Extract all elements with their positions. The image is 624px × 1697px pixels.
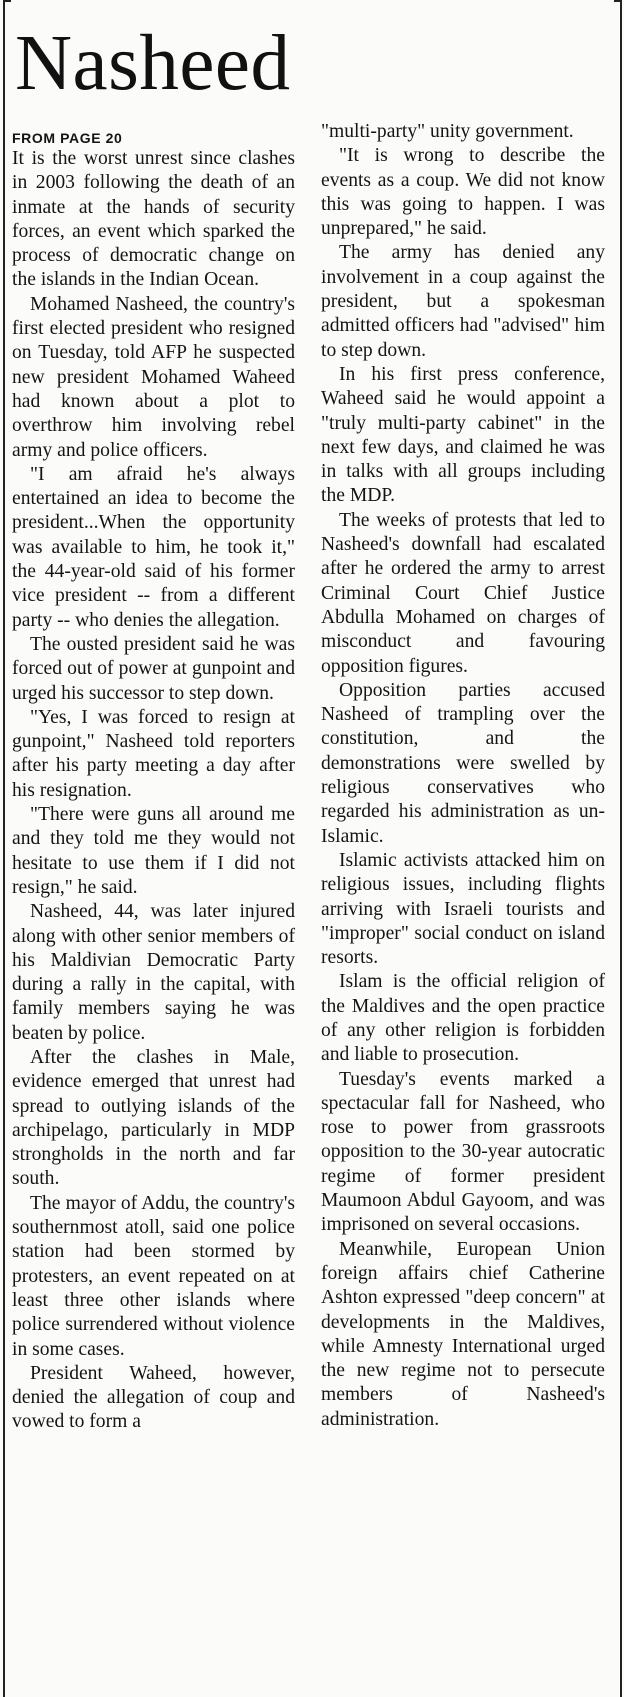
article-headline: Nasheed — [15, 20, 291, 107]
paragraph: Tuesday's events marked a spectacular fall for Nasheed, who rose to power from grassroots opposition to the 30-year autocratic regime of former president Maumoon Abdul Gayoom, and was imprisoned on several occasions. — [321, 1068, 605, 1236]
article-column-left — [12, 129, 295, 1435]
paragraph: "Yes, I was forced to resign at gunpoint," Nasheed told reporters after his party meeting a day after his resignation. — [12, 706, 295, 801]
rule-corner — [614, 0, 622, 2]
paragraph: Islam is the official religion of the Maldives and the open practice of any other religion is forbidden and liable to prosecution. — [321, 971, 605, 1066]
paragraph: "multi-party" unity government. — [321, 121, 574, 142]
paragraph: Meanwhile, European Union foreign affairs chief Catherine Ashton expressed "deep concern" at developments in the Maldives, while Amnesty International urged the new regime not to persecute members of Nasheed's administration. — [321, 1238, 605, 1430]
jump-kicker: FROM PAGE 20 — [12, 130, 123, 146]
paragraph: President Waheed, however, denied the allegation of coup and vowed to form a — [12, 1362, 295, 1433]
paragraph: After the clashes in Male, evidence emerged that unrest had spread to outlying islands of the archipelago, particularly in MDP strongholds in the north and far south. — [12, 1046, 295, 1190]
article-column-right — [321, 120, 605, 1432]
rule-corner — [3, 0, 11, 2]
column-rule-left — [3, 0, 5, 1697]
paragraph: "It is wrong to describe the events as a coup. We did not know this was going to happen. I was unprepared," he said. — [321, 145, 605, 240]
paragraph: "I am afraid he's always entertained an idea to become the president...When the opportunity was available to him, he took it," the 44-year-old said of his former vice president -- from a different party -- who denies the allegation. — [12, 463, 295, 631]
paragraph: In his first press conference, Waheed said he would appoint a "truly multi-party cabinet" in the next few days, and claimed he was in talks with all groups including the MDP. — [321, 363, 605, 507]
paragraph: The army has denied any involvement in a coup against the president, but a spokesman admitted officers had "advised" him to step down. — [321, 242, 605, 361]
paragraph: Nasheed, 44, was later injured along with other senior members of his Maldivian Democratic Party during a rally in the capital, with family members saying he was beaten by police. — [12, 901, 295, 1044]
paragraph: It is the worst unrest since clashes in 2003 following the death of an inmate at the hands of security forces, an event which sparked the process of democratic change on the islands in the Indian Ocean. — [12, 148, 295, 291]
paragraph: The mayor of Addu, the country's southernmost atoll, said one police station had been stormed by protesters, an event repeated on at least three other islands where police surrendered without violence in some cases. — [12, 1192, 295, 1360]
paragraph: Islamic activists attacked him on religious issues, including flights arriving with Israeli tourists and "improper" social conduct on island resorts. — [321, 849, 605, 969]
paragraph: "There were guns all around me and they told me they would not hesitate to use them if I did not resign," he said. — [12, 804, 295, 898]
paragraph: Mohamed Nasheed, the country's first elected president who resigned on Tuesday, told AFP he suspected new president Mohamed Waheed had known about a plot to overthrow him involving rebel army and police officers. — [12, 293, 295, 461]
column-rule-right — [620, 0, 622, 1697]
paragraph: The ousted president said he was forced out of power at gunpoint and urged his successor to step down. — [12, 633, 295, 704]
paragraph: The weeks of protests that led to Nasheed's downfall had escalated after he ordered the army to arrest Criminal Court Chief Justice Abdulla Mohamed on charges of misconduct and favouring opposition figures. — [321, 509, 605, 677]
paragraph: Opposition parties accused Nasheed of trampling over the constitution, and the demonstrations were swelled by religious conservatives who regarded his administration as un-Islamic. — [321, 679, 605, 847]
